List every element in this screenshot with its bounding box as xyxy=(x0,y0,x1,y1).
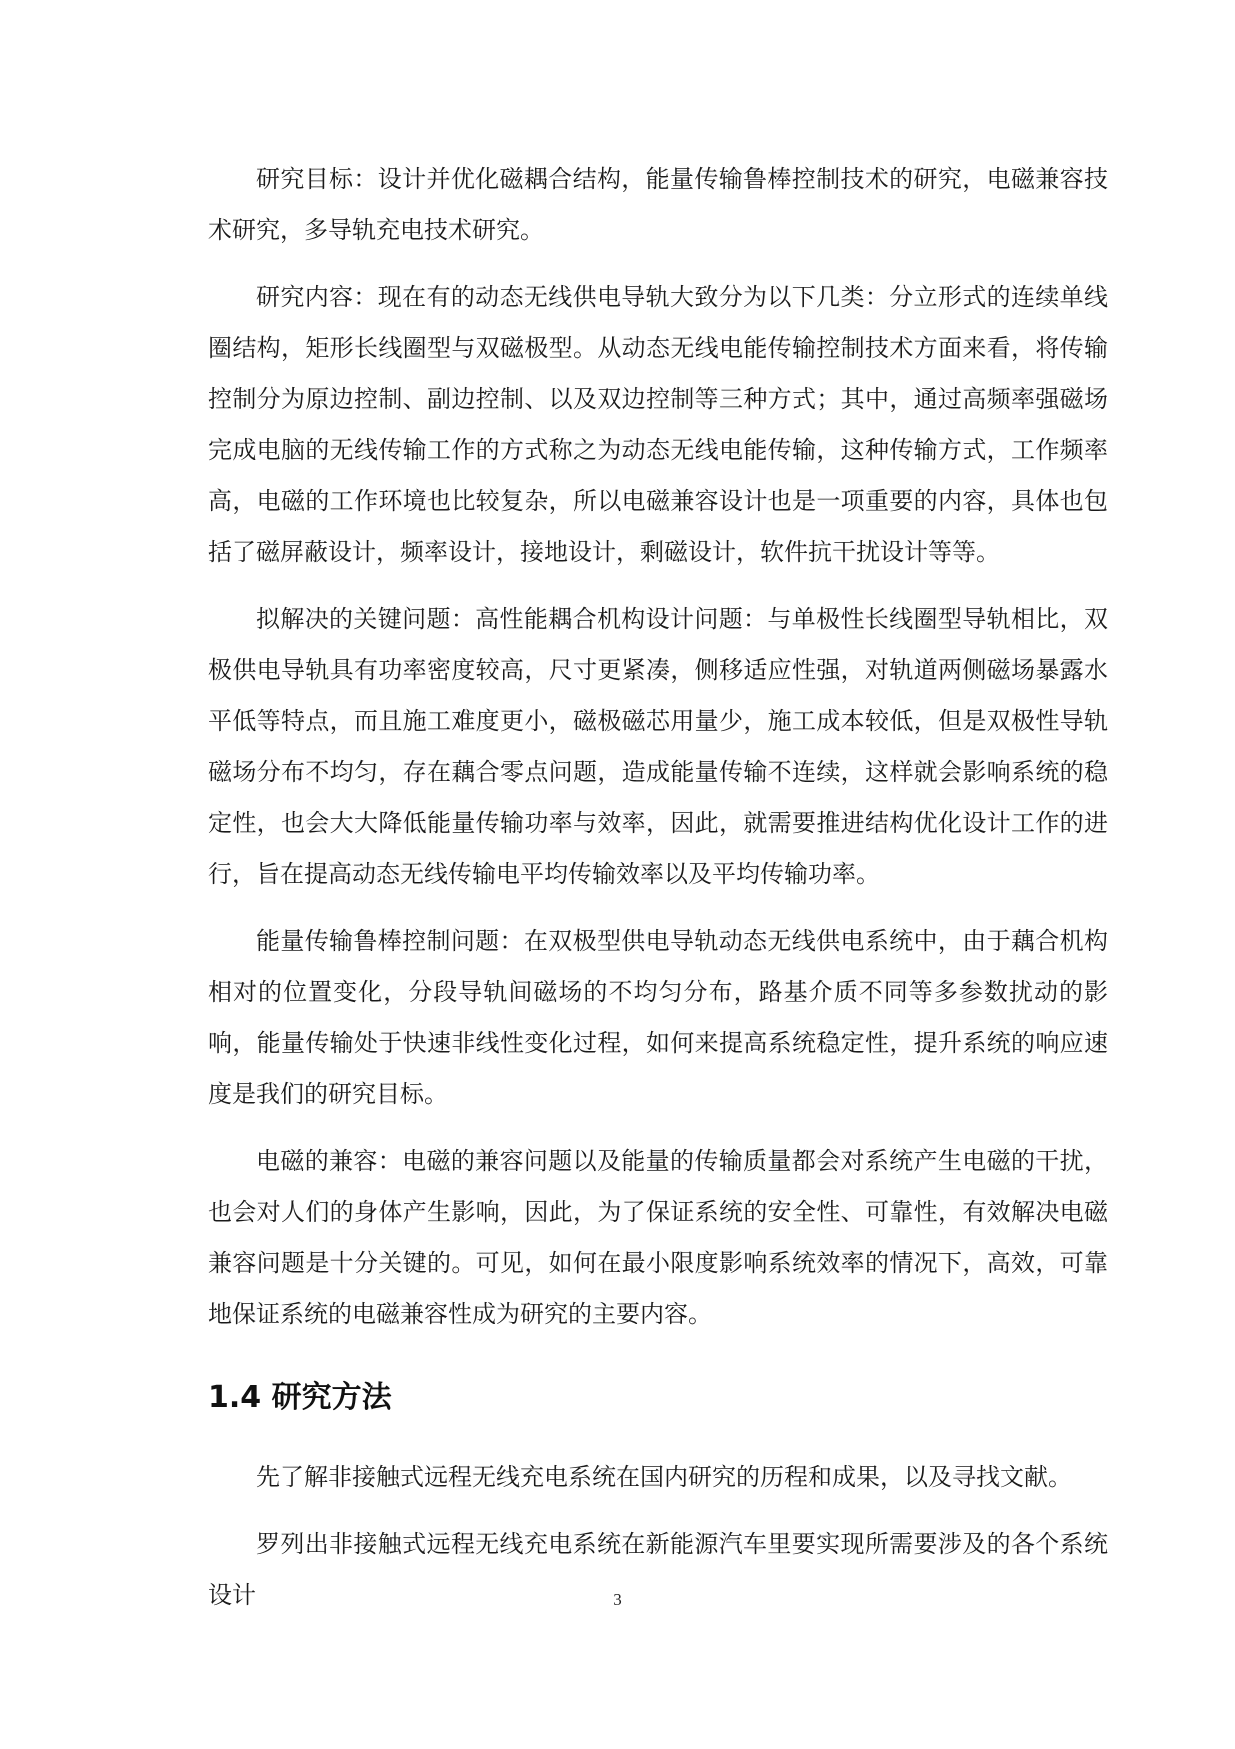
paragraph-research-content: 研究内容：现在有的动态无线供电导轨大致分为以下几类：分立形式的连续单线圈结构，矩形长线圈型与双磁极型。从动态无线电能传输控制技术方面来看，将传输控制分为原边控制、副边控制、以及双边控制等三种方式；其中，通过高频率强磁场完成电脑的无线传输工作的方式称之为动态无线电能传输，这种传输方式，工作频率高，电磁的工作环境也比较复杂，所以电磁兼容设计也是一项重要的内容，具体也包括了磁屏蔽设计，频率设计，接地设计，剩磁设计，软件抗干扰设计等等。 xyxy=(208,283,1108,566)
paragraph-method-systems: 罗列出非接触式远程无线充电系统在新能源汽车里要实现所需要涉及的各个系统设计 xyxy=(208,1530,1108,1609)
section-heading: 1.4 研究方法 xyxy=(208,1380,392,1415)
page-number: 3 xyxy=(613,1590,622,1609)
paragraph-key-problems: 拟解决的关键问题：高性能耦合机构设计问题：与单极性长线圈型导轨相比，双极供电导轨具有功率密度较高，尺寸更紧凑，侧移适应性强，对轨道两侧磁场暴露水平低等特点，而且施工难度更小，磁极磁芯用量少，施工成本较低，但是双极性导轨磁场分布不均匀，存在藕合零点问题，造成能量传输不连续，这样就会影响系统的稳定性，也会大大降低能量传输功率与效率，因此，就需要推进结构优化设计工作的进行，旨在提高动态无线传输电平均传输效率以及平均传输功率。 xyxy=(208,605,1108,888)
paragraph-emc: 电磁的兼容：电磁的兼容问题以及能量的传输质量都会对系统产生电磁的干扰，也会对人们的身体产生影响，因此，为了保证系统的安全性、可靠性，有效解决电磁兼容问题是十分关键的。可见，如何在最小限度影响系统效率的情况下，高效，可靠地保证系统的电磁兼容性成为研究的主要内容。 xyxy=(208,1147,1108,1328)
paragraph-research-goal: 研究目标：设计并优化磁耦合结构，能量传输鲁棒控制技术的研究，电磁兼容技术研究，多导轨充电技术研究。 xyxy=(208,165,1108,244)
page-body xyxy=(208,154,1108,1637)
paragraph-method-literature: 先了解非接触式远程无线充电系统在国内研究的历程和成果，以及寻找文献。 xyxy=(256,1463,1072,1491)
paragraph-robust-control: 能量传输鲁棒控制问题：在双极型供电导轨动态无线供电系统中，由于藕合机构相对的位置变化，分段导轨间磁场的不均匀分布，路基介质不同等多参数扰动的影响，能量传输处于快速非线性变化过程，如何来提高系统稳定性，提升系统的响应速度是我们的研究目标。 xyxy=(208,927,1108,1108)
